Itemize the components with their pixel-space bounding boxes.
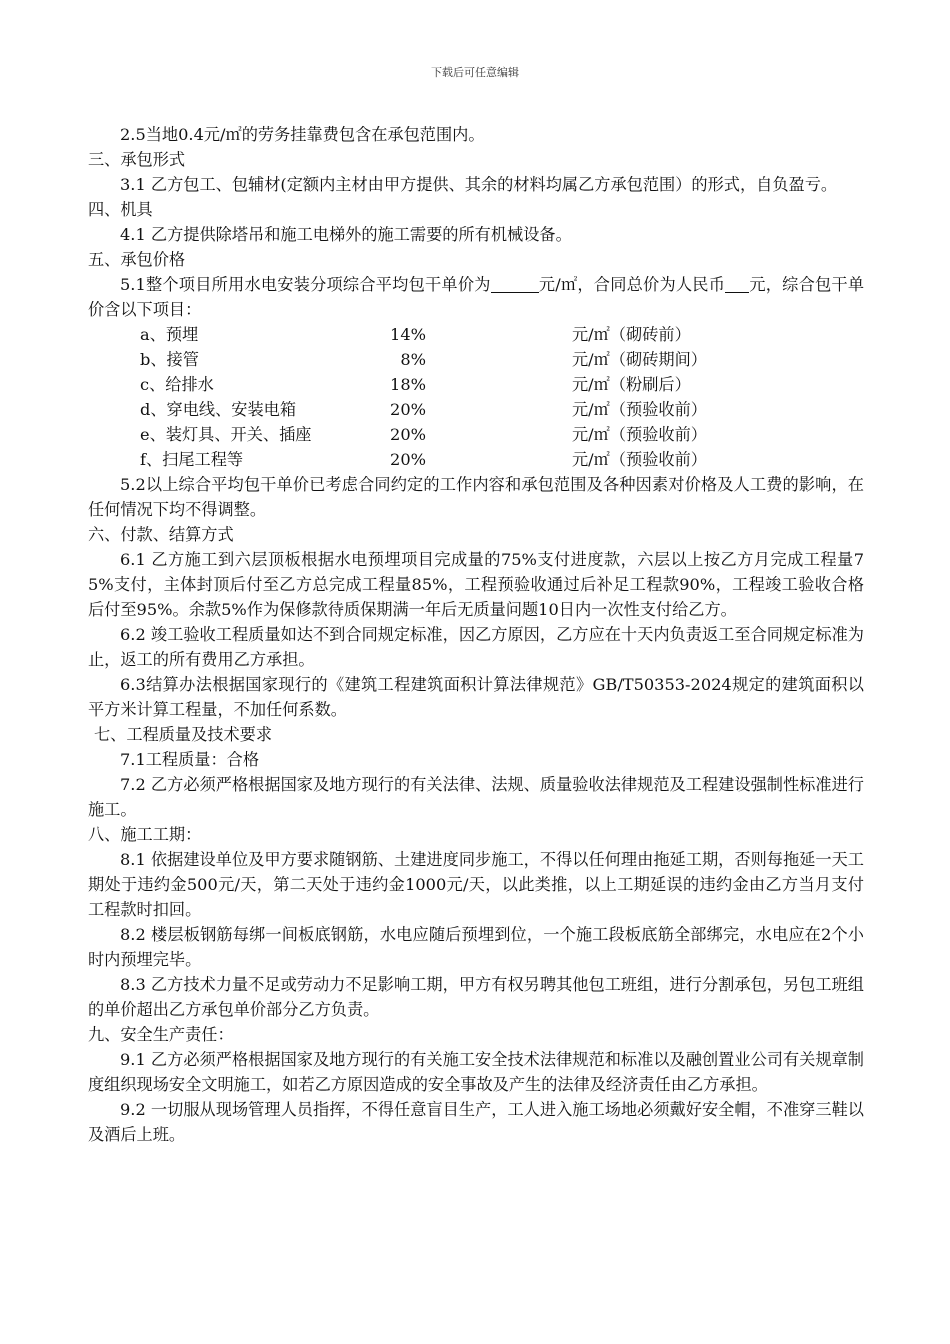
price-item-unit: 元/㎡（预验收前） <box>572 425 707 444</box>
price-item-percent: 18% <box>390 375 426 394</box>
clause-8-1: 8.1 依据建设单位及甲方要求随钢筋、土建进度同步施工，不得以任何理由拖延工期，否则每拖延一天工期处于违约金500元/天，第二天处于违约金1000元/天，以此类推，以上工期延误的违约金由乙方当月支付工程款时扣回。 <box>88 850 864 919</box>
price-item <box>88 397 864 422</box>
clause-6-2: 6.2 竣工验收工程质量如达不到合同规定标准，因乙方原因，乙方应在十天内负责返工至合同规定标准为止，返工的所有费用乙方承担。 <box>88 625 864 669</box>
clause-5-1 <box>88 272 864 322</box>
clause-5-1-part-b: 元/㎡，合同总价为人民币 <box>538 275 726 294</box>
clause-7-2: 7.2 乙方必须严格根据国家及地方现行的有关法律、法规、质量验收法律规范及工程建设强制性标准进行施工。 <box>88 775 864 819</box>
price-item-name: a、预埋 <box>140 325 199 344</box>
section-5-heading: 五、承包价格 <box>88 250 186 269</box>
clause-9-2: 9.2 一切服从现场管理人员指挥，不得任意盲目生产，工人进入施工场地必须戴好安全帽，不准穿三鞋以及酒后上班。 <box>88 1100 864 1144</box>
price-item-percent: 8% <box>400 350 426 369</box>
section-9-heading: 九、安全生产责任： <box>88 1025 234 1044</box>
price-item-unit: 元/㎡（粉刷后） <box>572 375 691 394</box>
price-item <box>88 347 864 372</box>
price-item-unit: 元/㎡（砌砖期间） <box>572 350 707 369</box>
price-item-unit: 元/㎡（预验收前） <box>572 450 707 469</box>
price-item <box>88 322 864 347</box>
section-4-heading: 四、机具 <box>88 200 153 219</box>
clause-5-1-part-a: 5.1整个项目所用水电安装分项综合平均包干单价为 <box>120 275 491 294</box>
clause-6-1: 6.1 乙方施工到六层顶板根据水电预埋项目完成量的75%支付进度款，六层以上按乙方月完成工程量75%支付，主体封顶后付至乙方总完成工程量85%，工程预验收通过后补足工程款90%，工程竣工验收合格后付至95%。余款5%作为保修款待质保期满一年后无质量问题10日内一次性支付给乙方。 <box>88 550 864 619</box>
clause-3-1: 3.1 乙方包工、包辅材(定额内主材由甲方提供、其余的材料均属乙方承包范围）的形式，自负盈亏。 <box>120 175 838 194</box>
unit-price-blank <box>491 276 539 293</box>
clause-4-1: 4.1 乙方提供除塔吊和施工电梯外的施工需要的所有机械设备。 <box>120 225 572 244</box>
clause-2-5: 2.5当地0.4元/㎡的劳务挂靠费包含在承包范围内。 <box>120 125 485 144</box>
price-item-name: d、穿电线、安装电箱 <box>140 400 297 419</box>
price-item-percent: 14% <box>390 325 426 344</box>
price-item <box>88 447 864 472</box>
total-price-blank <box>725 276 749 293</box>
price-item-name: c、给排水 <box>140 375 214 394</box>
price-item-percent: 20% <box>390 400 426 419</box>
price-item-percent: 20% <box>390 450 426 469</box>
section-6-heading: 六、付款、结算方式 <box>88 525 234 544</box>
price-item-name: b、接管 <box>140 350 199 369</box>
clause-5-1-part-c: 元，综合包干单价含以下项目： <box>88 275 865 319</box>
section-3-heading: 三、承包形式 <box>88 150 186 169</box>
price-item <box>88 422 864 447</box>
price-item-unit: 元/㎡（预验收前） <box>572 400 707 419</box>
section-8-heading: 八、施工工期： <box>88 825 202 844</box>
price-breakdown-list <box>88 322 864 472</box>
clause-7-1: 7.1工程质量：合格 <box>120 750 260 769</box>
clause-9-1: 9.1 乙方必须严格根据国家及地方现行的有关施工安全技术法律规范和标准以及融创置业公司有关规章制度组织现场安全文明施工，如若乙方原因造成的安全事故及产生的法律及经济责任由乙方承担。 <box>88 1050 864 1094</box>
clause-8-3: 8.3 乙方技术力量不足或劳动力不足影响工期，甲方有权另聘其他包工班组，进行分割承包，另包工班组的单价超出乙方承包单价部分乙方负责。 <box>88 975 864 1019</box>
page-header: 下载后可任意编辑 <box>431 66 519 79</box>
contract-body <box>88 122 864 1147</box>
price-item-unit: 元/㎡（砌砖前） <box>572 325 691 344</box>
price-item-name: f、扫尾工程等 <box>140 450 244 469</box>
clause-6-3: 6.3结算办法根据国家现行的《建筑工程建筑面积计算法律规范》GB/T50353-2024规定的建筑面积以平方米计算工程量，不加任何系数。 <box>88 675 864 719</box>
price-item-percent: 20% <box>390 425 426 444</box>
price-item-name: e、装灯具、开关、插座 <box>140 425 312 444</box>
price-item <box>88 372 864 397</box>
clause-5-2: 5.2以上综合平均包干单价已考虑合同约定的工作内容和承包范围及各种因素对价格及人工费的影响，在任何情况下均不得调整。 <box>88 475 864 519</box>
section-7-heading: 七、工程质量及技术要求 <box>94 725 273 744</box>
clause-8-2: 8.2 楼层板钢筋每绑一间板底钢筋，水电应随后预埋到位，一个施工段板底筋全部绑完，水电应在2个小时内预埋完毕。 <box>88 925 864 969</box>
